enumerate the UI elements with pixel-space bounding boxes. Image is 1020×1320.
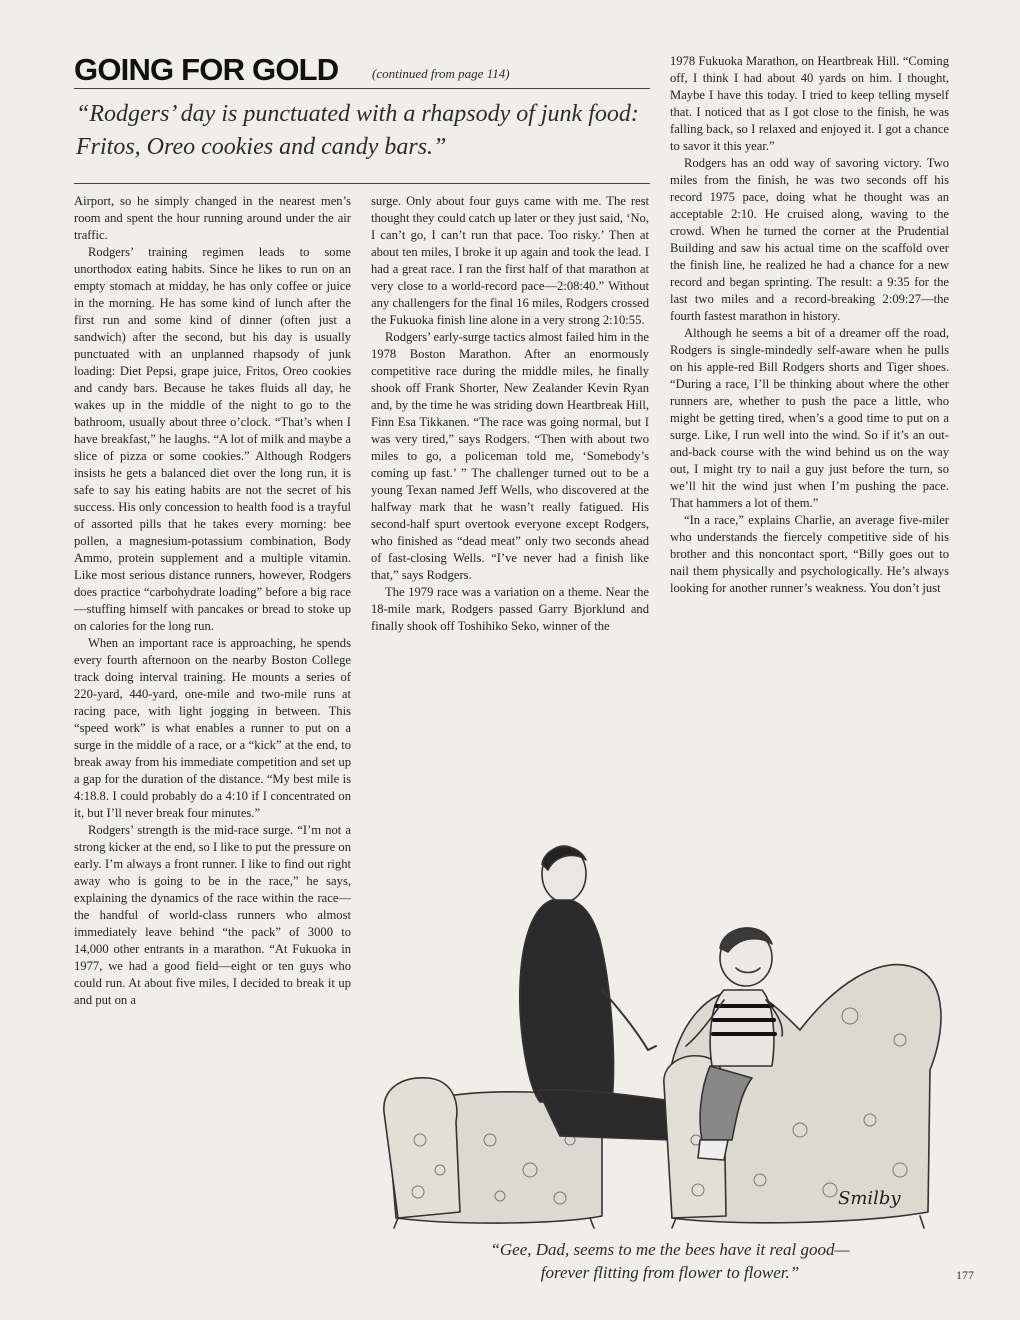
pull-quote-rule-bottom: [74, 183, 650, 184]
paragraph: Rodgers has an odd way of savoring victory. Two miles from the finish, he was two seconds off his record 1975 pace, doing what he thought was an acceptable 2:10. He cruised along, waving to the crowd. When he turned the corner at the Prudential Building and saw his actual time on the scaffold over the finish line, he realized he had a chance for a new record and began sprinting. The result: a 9:35 for the last two miles and a record-breaking 2:09:27—the fourth fastest marathon in history.: [670, 156, 949, 323]
text-column-2: [371, 193, 649, 635]
pull-quote: “Rodgers’ day is punctuated with a rhapsody of junk food: Fritos, Oreo cookies and candy bars.”: [76, 101, 639, 160]
paragraph: Rodgers’ strength is the mid-race surge. “I’m not a strong kicker at the end, so I like to put the pressure on early. I’m always a front runner. I like to find out right away who is going to be in the race,” he says, explaining the dynamics of the race within the race—the handful of world-class runners who almost immediately leave behind “the pack” of 3000 to 14,000 other entrants in a marathon. “At Fukuoka in 1977, we had a good field—eight or ten guys who could run. At about five miles, I decided to break it up and put on a: [74, 823, 351, 1007]
paragraph: The 1979 race was a variation on a theme. Near the 18-mile mark, Rodgers passed Garry Bjorklund and finally shook off Toshihiko Seko, winner of the: [371, 585, 649, 633]
article-title: GOING FOR GOLD: [74, 52, 339, 87]
paragraph: Rodgers’ early-surge tactics almost failed him in the 1978 Boston Marathon. After an enormously competitive race during the middle miles, he finally shook off Frank Shorter, New Zealander Kevin Ryan and, by the time he was striding down Heartbreak Hill, Finn Esa Tikkanen. “The race was going normal, but I was very tired,” says Rodgers. “Then with about two miles to go, a policeman told me, ‘Somebody’s coming up fast.’ ” The challenger turned out to be a young Texan named Jeff Wells, who discovered at the halfway mark that he wasn’t really fatigued. His second-half spurt overtook everyone except Rodgers, who finished as “dead meat” only two seconds ahead of fast-closing Wells. “I’ve never had a finish like that,” says Rodgers.: [371, 330, 649, 582]
caption-line-1: “Gee, Dad, seems to me the bees have it real good—: [490, 1240, 850, 1259]
cartoon-illustration: [380, 840, 952, 1230]
paragraph: 1978 Fukuoka Marathon, on Heartbreak Hill. “Coming off, I think I had about 40 yards on him. I thought, Maybe I have this today. I tried to keep telling myself that. I noticed that as I got close to the finish, he was falling back, so I relaxed and enjoyed it. I got a chance to savor it this year.”: [670, 54, 949, 153]
paragraph: Airport, so he simply changed in the nearest men’s room and spent the hour running around under the air traffic.: [74, 194, 351, 242]
cartoon-signature: Smilby: [838, 1188, 901, 1209]
paragraph: Rodgers’ training regimen leads to some unorthodox eating habits. Since he likes to run on an empty stomach at midday, he has only coffee or juice in the morning. He has some kind of lunch after the first run and some kind of dinner (often just a sandwich) after the second, but his day is usually punctuated with an unplanned rhapsody of junk loading: Diet Pepsi, grape juice, Fritos, Oreo cookies and candy bars. Because he takes fluids all day, he wakes up in the middle of the night to go to the bathroom, usually about three o’clock. “That’s when I have breakfast,” he laughs. “A lot of milk and maybe a slice of pizza or some cookies.” Although Rodgers insists he gets a balanced diet over the long run, it is safe to say his eating habits are not the secret of his success. His only concession to health food is a trayful of assorted pills that he takes every morning: bee pollen, a magnesium-potassium combination, Body Ammo, protein supplement and a multiple vitamin. Like most serious distance runners, however, Rodgers does practice “carbohydrate loading” before a big race—stuffing himself with pancakes or bread to stoke up on calories for the long run.: [74, 245, 351, 633]
continued-note: (continued from page 114): [372, 66, 510, 81]
paragraph: When an important race is approaching, he spends every fourth afternoon on the nearby Boston College track doing interval training. He mounts a series of 220-yard, 440-yard, one-mile and two-mile runs at racing pace, with light jogging in between. This “speed work” is what enables a runner to put on a surge in the middle of a race, or a “kick” at the end, to break away from his immediate competition and set up a gap for the duration of the distance. “My best mile is 4:18.8. I could probably do a 4:10 if I concentrated on it, but I’ll never break four minutes.”: [74, 636, 351, 820]
paragraph: Although he seems a bit of a dreamer off the road, Rodgers is single-mindedly self-aware when he pulls on his apple-red Bill Rodgers shorts and Tiger shoes. “During a race, I’ll be thinking about where the other runners are, whether to push the pace a little, who might be getting tired, when’s a good time to put on a surge. Like, I run well into the wind. So if it’s an out-and-back course with the wind behind us on the way out, I might try to nail a guy just before the turn, so we’ll hit the wind just when I’m pushing the pace. That hammers a lot of them.”: [670, 326, 949, 510]
pull-quote-rule-top: [74, 88, 650, 89]
text-column-3: [670, 53, 949, 597]
cartoon-caption: [400, 1238, 940, 1284]
paragraph: “In a race,” explains Charlie, an average five-miler who understands the fiercely competitive side of his brother and this noncontact sport, “Billy goes out to nail them physically and psychologically. He’s always looking for another runner’s weakness. You don’t just: [670, 513, 949, 595]
paragraph: surge. Only about four guys came with me. The rest thought they could catch up later or they just said, ‘No, I can’t go, I can’t run that pace. Too risky.’ Then at about ten miles, I broke it up again and took the lead. I had a great race. I ran the first half of that marathon at very close to a world-record pace—2:08:40.” Without any challengers for the final 16 miles, Rodgers crossed the Fukuoka finish line alone in a very strong 2:10:55.: [371, 194, 649, 327]
page-number: 177: [956, 1268, 974, 1282]
caption-line-2: forever flitting from flower to flower.”: [540, 1263, 800, 1282]
text-column-1: [74, 193, 351, 1009]
